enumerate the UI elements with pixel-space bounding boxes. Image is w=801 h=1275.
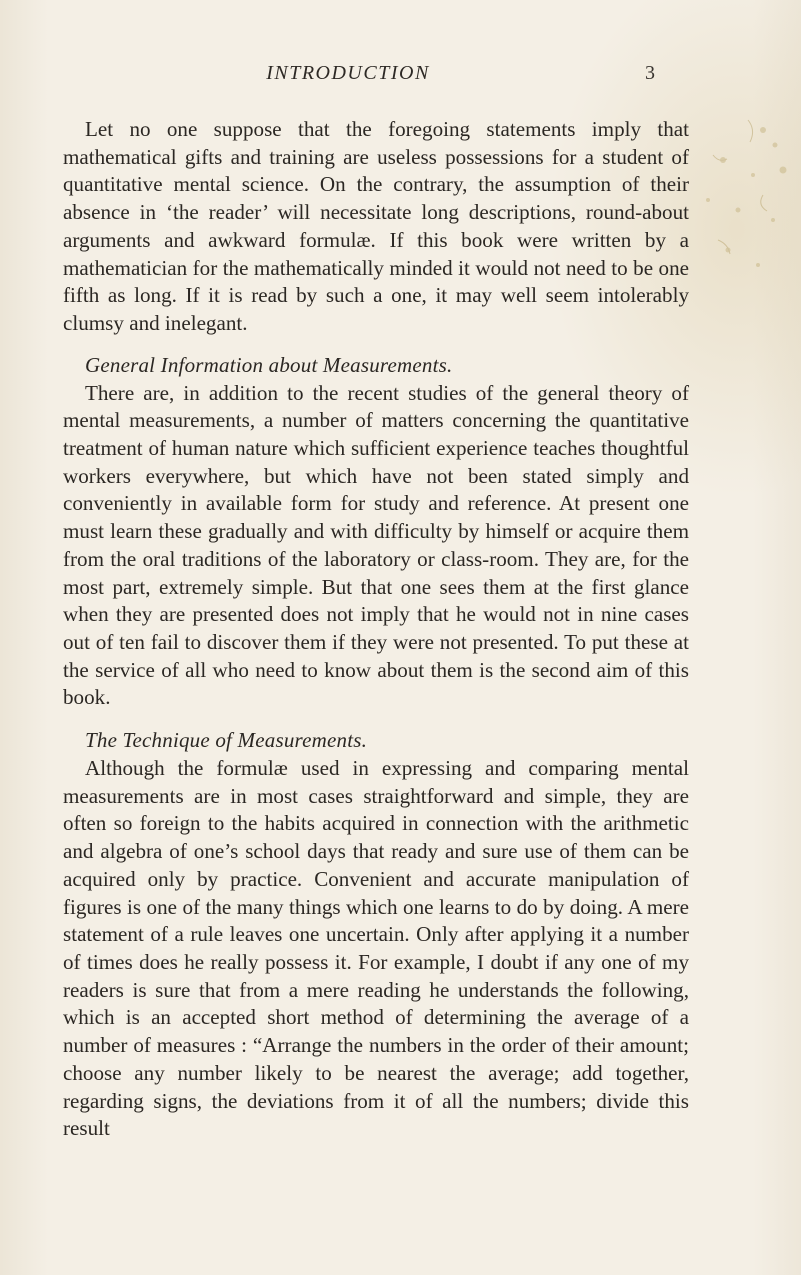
page-header bbox=[0, 62, 801, 92]
paragraph: Let no one suppose that the foregoing statements imply that mathematical gifts and training are useless possessions for a student of quantitative mental science. On the contrary, the assumption of their absence in ‘the reader’ will necessitate long descriptions, round-about arguments and awkward formulæ. If this book were written by a mathematician for the mathematically minded it would not need to be one fifth as long. If it is read by such a one, it may well seem intolerably clumsy and inelegant. bbox=[63, 117, 689, 335]
foxing-stain bbox=[693, 100, 793, 300]
page-number: 3 bbox=[645, 62, 655, 84]
section-heading: General Information about Measurements. bbox=[85, 352, 453, 377]
paragraph: There are, in addition to the recent studies of the general theory of mental measurements, a number of matters concerning the quantitative treatment of human nature which sufficient experience teaches thoughtful workers everywhere, but which have not been stated simply and conveniently in available form for study and reference. At present one must learn these gradually and with difficulty by himself or acquire them from the oral traditions of the laboratory or class-room. They are, for the most part, extremely simple. But that one sees them at the first glance when they are presented does not imply that he would not in nine cases out of ten fail to discover them if they were not presented. To put these at the service of all who need to know about them is the second aim of this book. bbox=[63, 380, 689, 710]
body-text bbox=[63, 116, 689, 1143]
paragraph: Although the formulæ used in expressing and comparing mental measurements are in most cases straightforward and simple, they are often so foreign to the habits acquired in connection with the arithmetic and algebra of one’s school days that ready and sure use of them can be acquired only by practice. Convenient and accurate manipulation of figures is one of the many things which one learns to do by doing. A mere statement of a rule leaves one uncertain. Only after applying it a number of times does he really possess it. For example, I doubt if any one of my readers is sure that from a mere reading he understands the following, which is an accepted short method of determining the average of a number of measures : “Arrange the numbers in the order of their amount; choose any number likely to be nearest the average; add together, regarding signs, the deviations from it of all the numbers; divide this result bbox=[63, 756, 689, 1141]
section-heading: The Technique of Measurements. bbox=[85, 728, 368, 753]
running-head: INTRODUCTION bbox=[266, 62, 430, 84]
